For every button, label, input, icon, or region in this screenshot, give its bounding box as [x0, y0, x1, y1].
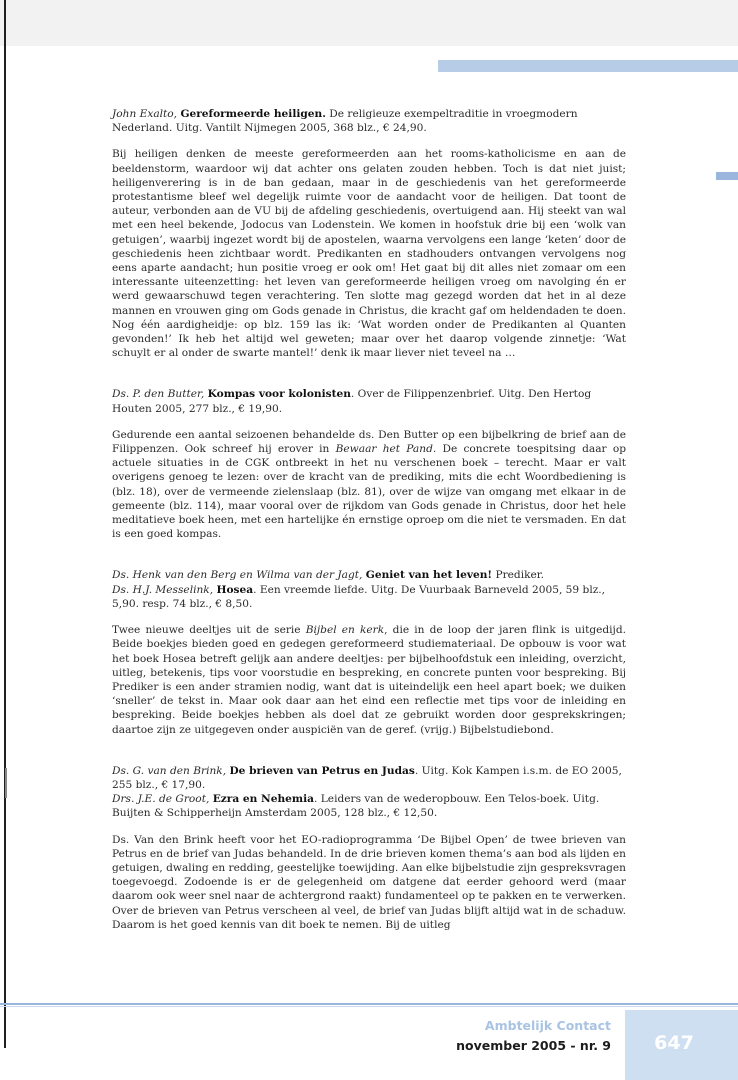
book-title: Gereformeerde heiligen.	[180, 108, 326, 120]
magazine-name: Ambtelijk Contact	[484, 1018, 611, 1033]
review-text: Twee nieuwe deeltjes uit de serie Bijbel en kerk, die in de loop der jaren flink is uitgedijd. Beide boekjes bieden goed en gedegen gereformeerd studiemateriaal. De opbouw is voor wat het boek Hosea betreft gelijk aan andere deeltjes: per bijbelhoofdstuk een inleiding, overzicht, uitleg, betekenis, tips voor voorstudie en bespreking, en concrete punten voor bespreking. Bij Prediker is een ander stramien nodig, want dat is uiteindelijk een heel apart boek; we duiken ‘sneller’ de tekst in. Maar ook daar aan het eind een reflectie met tips voor de inleiding en bespreking. Beide boekjes hebben als doel dat ze gebruikt worden door gesprekskringen; daartoe zijn ze uitgegeven onder auspiciën van de geref. (vrijg.) Bijbelstudiebond.	[112, 624, 626, 736]
book-author: Ds. Henk van den Berg en Wilma van der Jagt,	[112, 569, 363, 582]
book-title: De brieven van Petrus en Judas	[229, 764, 415, 777]
book-reference	[112, 764, 626, 792]
book-author: Ds. H.J. Messelink,	[112, 583, 214, 596]
book-reference	[112, 387, 626, 415]
book-details: . Een vreemde liefde. Uitg. De Vuurbaak Barneveld 2005, 59 blz., 5,90. resp. 74 blz., € 8,50.	[112, 583, 606, 610]
left-margin-tick	[5, 768, 7, 798]
header-accent-bar	[438, 60, 738, 72]
book-details: . Uitg. Kok Kampen i.s.m. de EO 2005, 255 blz., € 17,90.	[112, 764, 622, 791]
book-reference	[112, 583, 626, 611]
book-reference	[112, 792, 626, 820]
book-details: . Leiders van de wederopbouw. Een Telos-boek. Uitg. Buijten & Schipperheijn Amsterdam 2005, 128 blz., € 12,50.	[112, 793, 600, 820]
issue-label: november 2005 - nr. 9	[456, 1038, 611, 1053]
footer-rule	[0, 1003, 738, 1005]
book-title: Geniet van het leven!	[365, 569, 493, 582]
series-title: Bijbel en kerk	[305, 624, 385, 637]
side-accent-tab	[716, 172, 738, 180]
book-title: Kompas voor kolonisten	[207, 388, 351, 401]
review-text: Bij heiligen denken de meeste gereformeerden aan het rooms-katholicisme en aan de beeldenstorm, waardoor wij dat achter ons gelaten zouden hebben. Toch is dat niet juist; heiligenverering is in de ban gedaan, maar in de geschiedenis van het gereformeerde protestantisme bleef wel degelijk ruimte voor de aandacht voor de heiligen. Dat toont de auteur, verbonden aan de VU bij de afdeling geschiedenis, overtuigend aan. Hij steekt van wal met een heel bekende, Jodocus van Lodenstein. We komen in hoofstuk drie bij een ‘wolk van getuigen’, waarbij ingezet wordt bij de apostelen, waarna vervolgens een lange ‘keten’ door de geschiedenis heen zichtbaar wordt. Predikanten en stadhouders ontvangen vervolgens nog eens aparte aandacht; hun positie vroeg er ook om! Het gaat bij dit alles niet zomaar om een interessante uiteenzetting: het leven van gereformeerde heiligen vroeg om navolging én er werd gewaarschuwd tegen verachtering. Ten slotte mag gezegd worden dat het in al deze mannen en vrouwen ging om Gods genade in Christus, die kracht gaf om heldendaden te doen. Nog één aardigheidje: op blz. 159 las ik: ‘Wat worden onder de Predikanten al Quanten gevonden!’ Ik heb het altijd wel geweten; maar over het daarop volgende zinnetje: ‘Wat schuylt er al onder de swarte mantel!’ denk ik maar liever niet teveel na …	[112, 148, 626, 360]
top-scan-band	[0, 0, 738, 46]
book-reference	[112, 107, 626, 135]
book-reference	[112, 568, 626, 582]
article-column	[112, 107, 626, 932]
page-number: 647	[654, 1032, 694, 1054]
book-title: Hosea	[216, 583, 254, 596]
book-author: John Exalto,	[112, 108, 178, 120]
book-author: Drs. J.E. de Groot,	[112, 793, 210, 806]
book-details: Prediker.	[495, 569, 545, 582]
book-title: Ezra en Nehemia	[212, 793, 315, 806]
book-details: De religieuze exempeltraditie in vroegmodern Nederland. Uitg. Vantilt Nijmegen 2005, 368 blz., € 24,90.	[112, 108, 578, 135]
book-details: . Over de Filippenzenbrief. Uitg. Den Hertog Houten 2005, 277 blz., € 19,90.	[112, 388, 592, 415]
left-page-edge	[4, 0, 6, 1048]
book-author: Ds. P. den Butter,	[112, 388, 205, 401]
review-text: Ds. Van den Brink heeft voor het EO-radioprogramma ‘De Bijbel Open’ de twee brieven van Petrus en de brief van Judas behandeld. In de drie brieven komen thema’s aan bod als lijden en getuigen, dwaling en redding, geestelijke toewijding. Aan elke bijbelstudie zijn gespreksvragen toegevoegd. Zodoende is er de gelegenheid om datgene dat eerder gehoord werd (maar daarom ook weer snel naar de achtergrond raakt) fundamenteel op te pakken en te verwerken. Over de brieven van Petrus verscheen al veel, de brief van Judas blijft altijd wat in de schaduw. Daarom is het goed kennis van dit boek te nemen. Bij de uitleg	[112, 833, 626, 931]
book-author: Ds. G. van den Brink,	[112, 764, 227, 777]
review-text: Gedurende een aantal seizoenen behandelde ds. Den Butter op een bijbelkring de brief aan de Filippenzen. Ook schreef hij erover in Bewaar het Pand. De concrete toespitsing daar op actuele situaties in de CGK ontbreekt in het nu verschenen boek – terecht. Maar er valt overigens genoeg te lezen: over de kracht van de prediking, mits die echt Woordbediening is (blz. 18), over de vermeende zielenslaap (blz. 81), over de wijze van omgang met elkaar in de gemeente (blz. 114), maar vooral over de rijkdom van Gods genade in Christus, door het hele meditatieve boek heen, met een hartelijke én ernstige oproep om die niet te versmaden. En dat is een goed kompas.	[112, 428, 626, 541]
footer-rule-thin	[0, 1006, 738, 1007]
publication-title: Bewaar het Pand	[335, 443, 433, 456]
